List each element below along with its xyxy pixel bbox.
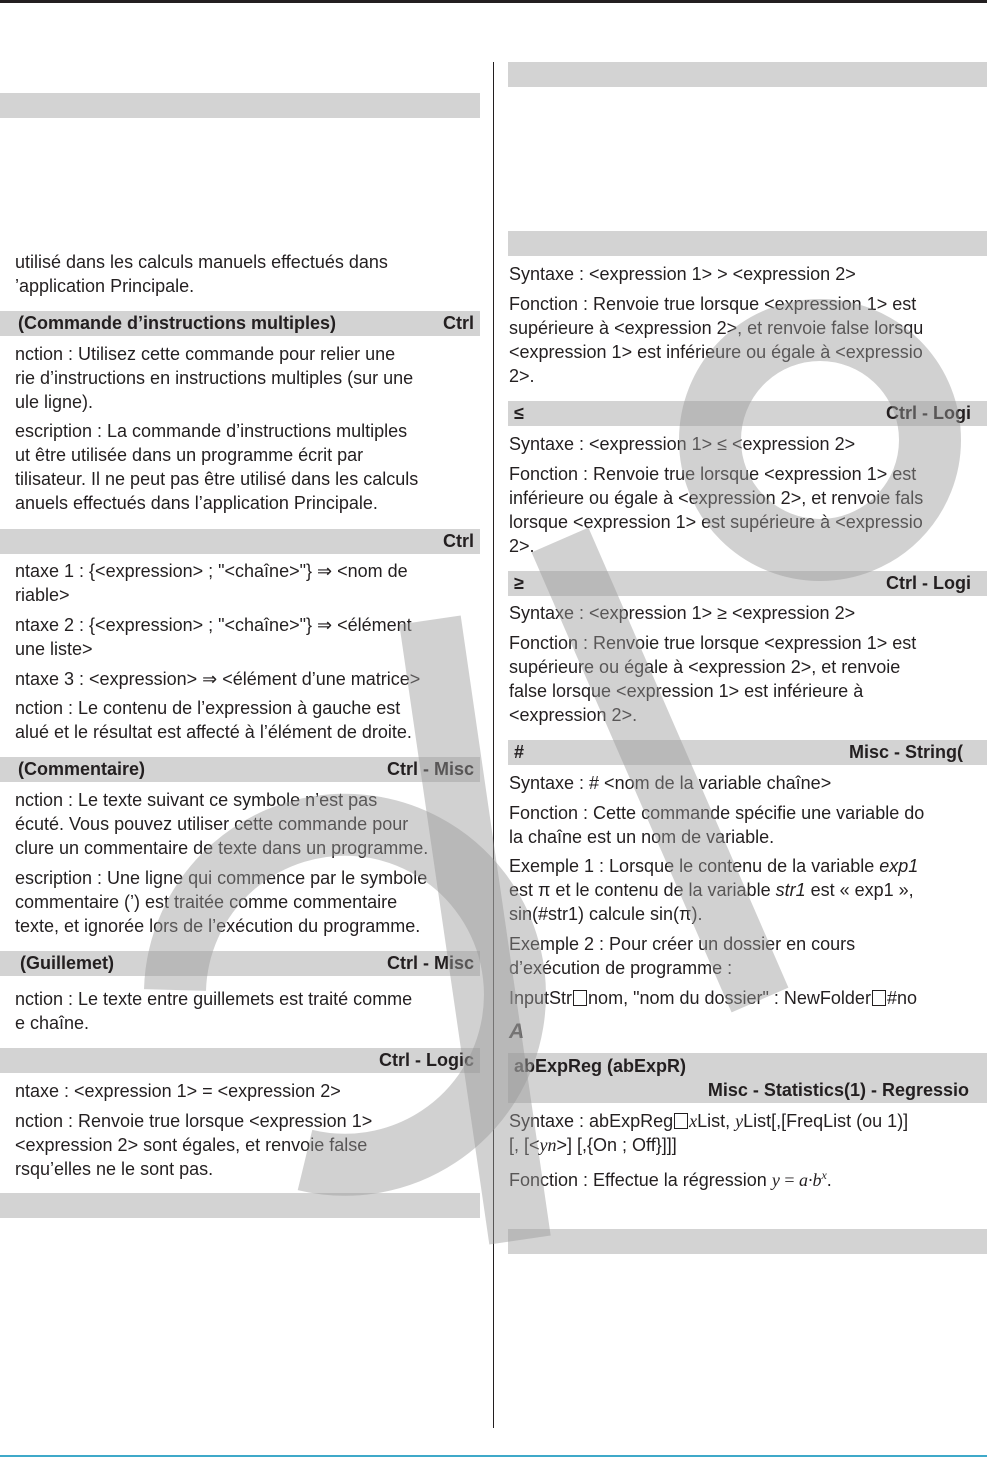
- body-line: une liste>: [15, 639, 93, 659]
- section-band-empty: [0, 1193, 480, 1218]
- body-line: la chaîne est un nom de variable.: [509, 827, 775, 847]
- example-line: Exemple 1 : Lorsque le contenu de la variable exp1: [509, 856, 919, 876]
- section-menu: Misc - Statistics(1) - Regressio: [707, 1080, 969, 1100]
- body-line: texte, et ignorée lors de l’exécution du programme.: [15, 916, 421, 936]
- body-line: escription : La commande d’instructions multiples: [15, 421, 408, 441]
- body-line: lorsque <expression 1> est supérieure à <expressio: [509, 512, 923, 532]
- body-line: Syntaxe : # <nom de la variable chaîne>: [509, 773, 832, 793]
- body-line: Fonction : Renvoie true lorsque <expression 1> est: [509, 464, 917, 484]
- body-line: Fonction : Renvoie true lorsque <expression 1> est: [509, 294, 917, 314]
- bottom-rule: [0, 1455, 987, 1457]
- syntax-line: [, [<yn>] [,{On ; Off}]]]: [509, 1135, 677, 1155]
- body-line: ut être utilisée dans un programme écrit par: [15, 445, 364, 465]
- body-line: 2>.: [509, 536, 535, 556]
- body-line: ntaxe 1 : {<expression> ; "<chaîne>"} ⇒ <nom de: [15, 561, 408, 581]
- section-menu: Ctrl - Logi: [886, 573, 971, 593]
- body-line: supérieure à <expression 2>, et renvoie false lorsqu: [509, 318, 924, 338]
- section-title: ≥: [514, 573, 524, 593]
- body-line: Syntaxe : <expression 1> ≤ <expression 2>: [509, 434, 856, 454]
- body-line: anuels effectués dans l’application Principale.: [15, 493, 378, 513]
- body-line: nction : Le texte suivant ce symbole n’est pas: [15, 790, 378, 810]
- body-line: commentaire (’) est traitée comme commentaire: [15, 892, 398, 912]
- syntax-line: Syntaxe : abExpReg xList, yList[,[FreqList (ou 1)]: [509, 1111, 909, 1131]
- body-line: rsqu’elles ne le sont pas.: [15, 1159, 214, 1179]
- section-band-empty: [508, 62, 987, 87]
- section-band-multi: [0, 311, 480, 336]
- body-line: Fonction : Renvoie true lorsque <expression 1> est: [509, 633, 917, 653]
- intro-line: utilisé dans les calculs manuels effectués dans: [15, 252, 388, 272]
- section-menu: Ctrl - Misc: [386, 759, 474, 779]
- body-line: écuté. Vous pouvez utiliser cette commande pour: [15, 814, 409, 834]
- body-line: Fonction : Cette commande spécifie une variable do: [509, 803, 925, 823]
- section-title: abExpReg (abExpR): [514, 1056, 687, 1076]
- section-band-le: [508, 401, 987, 426]
- body-line: <expression 2> sont égales, et renvoie false: [15, 1135, 368, 1155]
- section-band-assign: [0, 529, 480, 554]
- example-line: Exemple 2 : Pour créer un dossier en cours: [509, 934, 856, 954]
- example-line: sin(#str1) calcule sin(π).: [509, 904, 703, 924]
- section-band-quote: [0, 951, 480, 976]
- section-menu: Ctrl - Misc: [386, 953, 474, 973]
- space-symbol-icon: [573, 990, 587, 1006]
- section-title: (Commande d’instructions multiples): [18, 313, 337, 333]
- body-line: riable>: [15, 585, 70, 605]
- alpha-section-letter: A: [509, 1020, 525, 1043]
- section-band-empty: [0, 93, 480, 118]
- body-line: Syntaxe : <expression 1> ≥ <expression 2>: [509, 603, 856, 623]
- section-menu: Ctrl: [443, 313, 474, 333]
- section-menu: Ctrl - Logic: [379, 1050, 474, 1070]
- space-symbol-icon: [872, 990, 886, 1006]
- body-line: nction : Utilisez cette commande pour relier une: [15, 344, 396, 364]
- body-line: rie d’instructions en instructions multiples (sur une: [15, 368, 414, 388]
- section-title: #: [514, 742, 525, 762]
- section-title: (Guillemet): [20, 953, 115, 973]
- body-line: alué et le résultat est affecté à l’élément de droite.: [15, 722, 412, 742]
- code-line: InputStr nom, "nom du dossier" : NewFolder #no: [509, 988, 917, 1008]
- section-menu: Ctrl: [443, 531, 474, 551]
- body-line: supérieure ou égale à <expression 2>, et renvoie: [509, 657, 901, 677]
- column-divider: [493, 62, 494, 1428]
- body-line: 2>.: [509, 366, 535, 386]
- space-symbol-icon: [674, 1113, 688, 1129]
- section-title: ≤: [514, 403, 524, 423]
- section-title: (Commentaire): [18, 759, 146, 779]
- section-band-comment: [0, 757, 480, 782]
- body-line: clure un commentaire de texte dans un programme.: [15, 838, 429, 858]
- body-line: ule ligne).: [15, 392, 94, 412]
- example-line: est π et le contenu de la variable str1 est « exp1 »,: [509, 880, 914, 900]
- section-menu: Misc - String(: [848, 742, 963, 762]
- body-line: tilisateur. Il ne peut pas être utilisé dans les calculs: [15, 469, 419, 489]
- section-menu: Ctrl - Logi: [886, 403, 971, 423]
- top-rule: [0, 0, 987, 3]
- body-line: escription : Une ligne qui commence par le symbole: [15, 868, 428, 888]
- example-line: d’exécution de programme :: [509, 958, 733, 978]
- body-line: ntaxe 3 : <expression> ⇒ <élément d’une matrice>: [15, 669, 421, 689]
- section-band-abexpreg: [508, 1053, 987, 1103]
- body-line: Syntaxe : <expression 1> > <expression 2>: [509, 264, 856, 284]
- body-line: false lorsque <expression 1> est inférieure à: [509, 681, 864, 701]
- body-line: <expression 2>.: [509, 705, 638, 725]
- body-line: nction : Le texte entre guillemets est traité comme: [15, 989, 413, 1009]
- body-line: inférieure ou égale à <expression 2>, et renvoie fals: [509, 488, 924, 508]
- section-band-hash: [508, 740, 987, 765]
- section-band-equal: [0, 1048, 480, 1073]
- section-band-greater: [508, 231, 987, 256]
- body-line: ntaxe : <expression 1> = <expression 2>: [15, 1081, 341, 1101]
- section-band-ge: [508, 571, 987, 596]
- body-line: <expression 1> est inférieure ou égale à <expressio: [509, 342, 923, 362]
- intro-line: ’application Principale.: [15, 276, 195, 296]
- watermark-i-stroke: [430, 620, 520, 1240]
- body-line: e chaîne.: [15, 1013, 90, 1033]
- body-line: nction : Renvoie true lorsque <expression 1>: [15, 1111, 373, 1131]
- function-line: Fonction : Effectue la régression $y = a\cdot b^x$.: [509, 1168, 832, 1190]
- body-line: ntaxe 2 : {<expression> ; "<chaîne>"} ⇒ <élément: [15, 615, 412, 635]
- section-band-empty: [508, 1229, 987, 1254]
- body-line: nction : Le contenu de l’expression à gauche est: [15, 698, 401, 718]
